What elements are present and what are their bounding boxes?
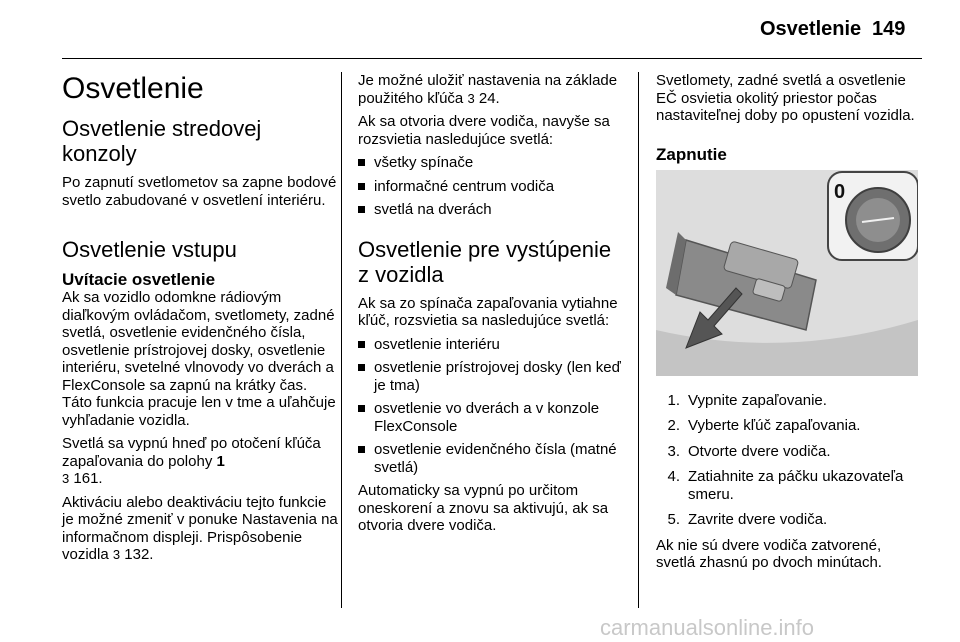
list-exit-lights	[358, 336, 628, 477]
page-ref-arrow-icon: 3	[467, 90, 475, 106]
paragraph-key-settings: Je možné uložiť nastavenia na základe použitého kľúča 3 24.	[358, 72, 618, 107]
bullet-icon	[358, 183, 365, 190]
section-title: Osvetlenie	[62, 72, 204, 105]
running-header-title: Osvetlenie	[760, 18, 862, 40]
paragraph-door-open: Ak sa otvoria dvere vodiča, navyše sa rozsvietia nasledujúce svetlá:	[358, 113, 610, 148]
paragraph-console: Po zapnutí svetlometov sa zapne bodové svetlo zabudované v osvetlení interiéru.	[62, 174, 337, 209]
list-item: informačné centrum vodiča	[358, 178, 628, 196]
paragraph-auto-off: Automaticky sa vypnú po určitom oneskorení a znovu sa aktivujú, ak sa otvoria dvere vodiča.	[358, 482, 609, 534]
bullet-icon	[358, 405, 365, 412]
heading-exit-lighting: Osvetlenie pre vystúpenie z vozidla	[358, 236, 612, 287]
bullet-icon	[358, 446, 365, 453]
heading-console-lighting: Osvetlenie stredovej konzoly	[62, 116, 262, 166]
page-ref-link[interactable]: 24.	[478, 89, 500, 107]
list-item: všetky spínače	[358, 154, 628, 172]
step-item: 5. Zavrite dvere vodiča.	[667, 511, 828, 528]
turn-signal-lever-illustration	[656, 170, 918, 376]
list-door-lights	[358, 154, 628, 219]
list-item: svetlá na dverách	[358, 201, 628, 219]
page-ref-arrow-icon: 3	[112, 547, 121, 562]
paragraph-exit: Ak sa zo spínača zapaľovania vytiahne kľúč, rozsvietia sa nasledujúce svetlá:	[358, 294, 618, 329]
page-ref-link[interactable]: 161.	[73, 470, 103, 487]
step-item: 2. Vyberte kľúč zapaľovania.	[667, 417, 861, 434]
list-item: osvetlenie interiéru	[358, 336, 628, 354]
list-item: osvetlenie evidenčného čísla (matné svetlá)	[358, 441, 628, 476]
paragraph-activation: Aktiváciu alebo deaktiváciu tejto funkcie je možné zmeniť v ponuke Nastavenia na informačnom displeji. Prispôsobenie vozidla 3 132.	[62, 493, 338, 563]
column-divider	[638, 72, 639, 608]
page-ref-arrow-icon: 3	[62, 471, 70, 486]
header-rule	[62, 58, 922, 59]
step-item: 1. Vypnite zapaľovanie.	[667, 391, 827, 409]
bullet-icon	[358, 341, 365, 348]
heading-switch-on: Zapnutie	[656, 144, 727, 164]
bullet-icon	[358, 206, 365, 213]
figure-position-label: 0	[834, 180, 846, 203]
column-right	[656, 72, 924, 578]
column-middle	[358, 72, 628, 541]
paragraph-headlights: Svetlomety, zadné svetlá a osvetlenie EČ osvietia okolitý priestor počas nastaviteľnej doby po opustení vozidla.	[656, 72, 915, 124]
heading-entry-lighting: Osvetlenie vstupu	[62, 237, 237, 262]
heading-welcome-lighting: Uvítacie osvetlenie	[62, 270, 216, 289]
bullet-icon	[358, 364, 365, 371]
steps-list	[656, 392, 924, 529]
list-item: osvetlenie prístrojovej dosky (len keď je tma)	[358, 359, 628, 394]
watermark: carmanualsonline.info	[600, 615, 815, 640]
step-item: 3. Otvorte dvere vodiča.	[667, 442, 831, 460]
page-ref-link[interactable]: 132.	[124, 546, 154, 563]
column-left	[62, 72, 340, 570]
turn-signal-lever-figure	[656, 170, 918, 376]
bullet-icon	[358, 159, 365, 166]
column-divider	[341, 72, 342, 608]
page-number: 149	[872, 18, 906, 40]
step-item: 4. Zatiahnite za páčku ukazovateľa smeru.	[667, 468, 904, 503]
list-item: osvetlenie vo dverách a v konzole FlexConsole	[358, 400, 628, 435]
paragraph-lights-off: Svetlá sa vypnú hneď po otočení kľúča zapaľovania do polohy 1 3 161.	[62, 435, 321, 487]
ignition-position: 1	[216, 452, 225, 470]
paragraph-door-not-closed: Ak nie sú dvere vodiča zatvorené, svetlá zhasnú po dvoch minútach.	[656, 536, 882, 571]
paragraph-welcome: Ak sa vozidlo odomkne rádiovým diaľkovým ovládačom, svetlomety, zadné svetlá, osvetlenie evidenčného čísla, osvetlenie prístrojovej dosky, osvetlenie interiéru, svetelné vlnovody vo dverách a FlexConsole sa zapnú na krátky čas. Táto funkcia pracuje len v tme a uľahčuje vyhľadanie vozidla.	[62, 289, 336, 429]
